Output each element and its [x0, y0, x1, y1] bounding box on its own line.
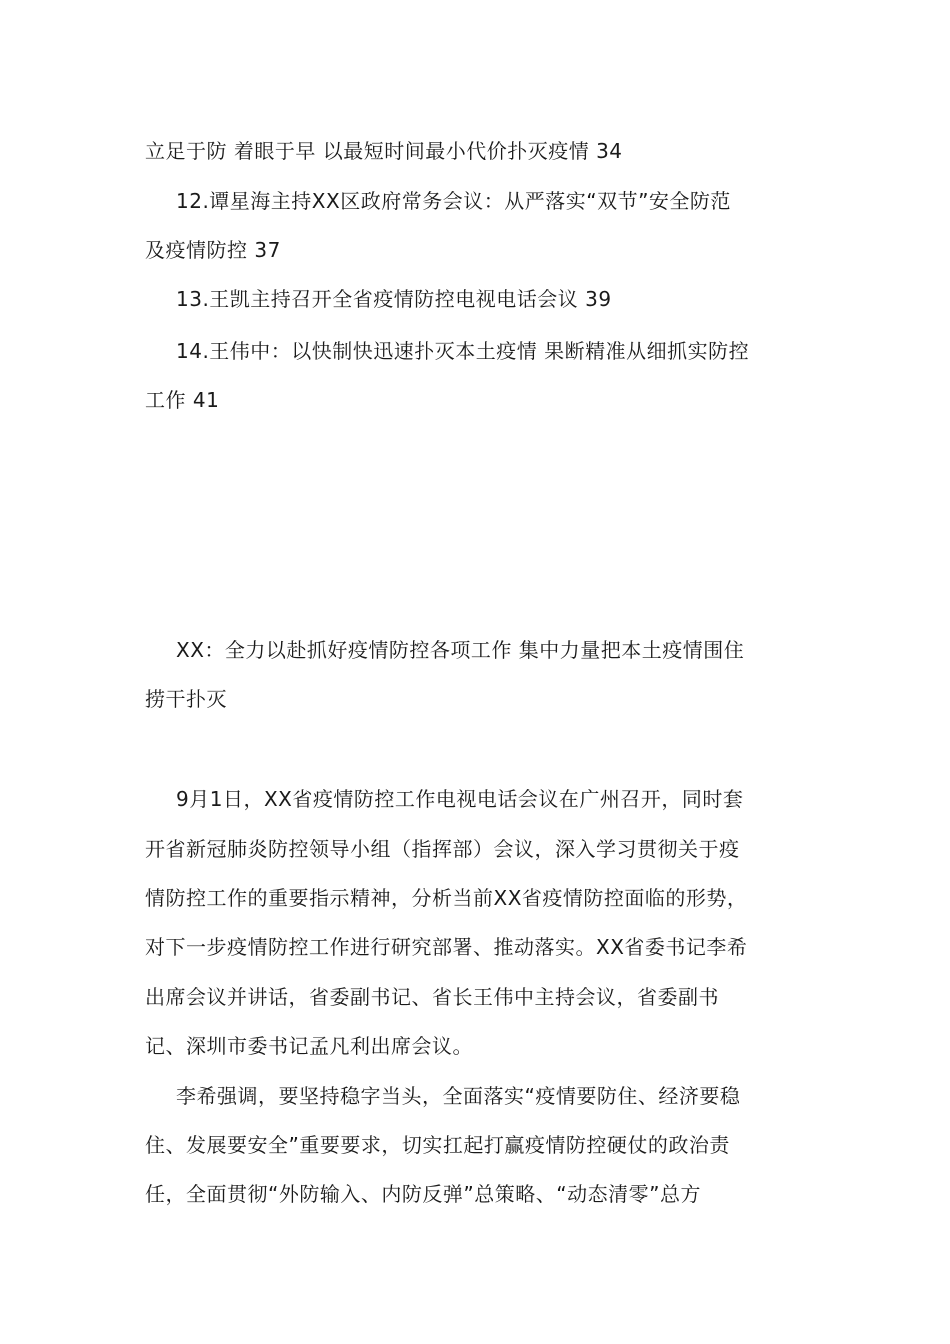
article-title-line-1: XX：全力以赴抓好疫情防控各项工作 集中力量把本土疫情围住	[176, 638, 745, 662]
paragraph-1-line: 9月1日，XX省疫情防控工作电视电话会议在广州召开，同时套	[176, 787, 744, 811]
paragraph-1-line: 开省新冠肺炎防控领导小组（指挥部）会议，深入学习贯彻关于疫	[145, 837, 740, 861]
paragraph-1-line: 对下一步疫情防控工作进行研究部署、推动落实。XX省委书记李希	[145, 935, 748, 959]
paragraph-1-line: 情防控工作的重要指示精神，分析当前XX省疫情防控面临的形势，	[145, 886, 748, 910]
paragraph-2-line: 任，全面贯彻“外防输入、内防反弹”总策略、“动态清零”总方	[145, 1182, 701, 1206]
article-title-line-2: 捞干扑灭	[145, 687, 227, 711]
toc-item-13-line-1: 13.王凯主持召开全省疫情防控电视电话会议 39	[176, 287, 612, 311]
toc-item-11-line-2: 立足于防 着眼于早 以最短时间最小代价扑灭疫情 34	[145, 139, 623, 163]
toc-item-12-line-2: 及疫情防控 37	[145, 238, 281, 262]
toc-item-12-line-1: 12.谭星海主持XX区政府常务会议：从严落实“双节”安全防范	[176, 189, 731, 213]
toc-item-14-line-1: 14.王伟中：以快制快迅速扑灭本土疫情 果断精准从细抓实防控	[176, 339, 750, 363]
paragraph-1-line: 出席会议并讲话，省委副书记、省长王伟中主持会议，省委副书	[145, 985, 719, 1009]
paragraph-1-line: 记、深圳市委书记孟凡利出席会议。	[145, 1034, 473, 1058]
paragraph-2-line: 住、发展要安全”重要要求，切实扛起打赢疫情防控硬仗的政治责	[145, 1133, 730, 1157]
paragraph-2-line: 李希强调，要坚持稳字当头，全面落实“疫情要防住、经济要稳	[176, 1084, 741, 1108]
toc-item-14-line-2: 工作 41	[145, 388, 220, 412]
